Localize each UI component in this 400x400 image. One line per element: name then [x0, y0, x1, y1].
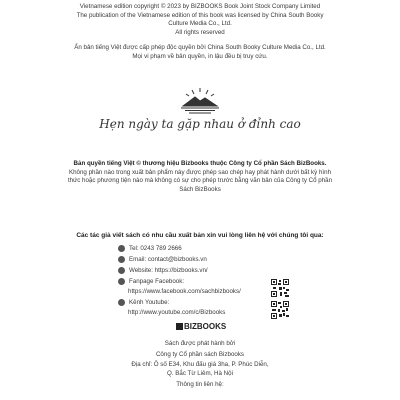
copyright-line: Culture Media Co., Ltd.	[168, 20, 232, 28]
publisher-address: Q. Bắc Từ Liêm, Hà Nội	[167, 369, 233, 377]
fanpage-url[interactable]: https://www.facebook.com/sachbizbooks/	[128, 288, 241, 295]
rights-line: Sách BizBooks	[179, 185, 221, 193]
publisher-line: Công ty Cổ phần sách Bizbooks	[155, 350, 245, 358]
publisher-line: Thông tin liên hệ:	[176, 381, 224, 389]
publisher-line: Sách được phát hành bởi	[164, 340, 236, 347]
phone-icon	[118, 245, 125, 252]
globe-icon	[118, 267, 125, 274]
contact-email	[118, 256, 207, 263]
license-line: Mọi vi phạm về bản quyền, in lậu đều bị truy cứu.	[132, 52, 268, 60]
slogan-text: Hẹn ngày ta gặp nhau ở đỉnh cao	[99, 117, 301, 131]
contact-website	[118, 267, 208, 274]
youtube-icon	[118, 299, 125, 306]
rights-notice	[40, 160, 360, 194]
copyright-line: Vietnamese edition copyright © 2023 by BIZBOOKS Book Joint Stock Company Limited	[79, 3, 321, 10]
youtube-qr-code-icon	[271, 301, 289, 319]
website-text[interactable]: Website: https://bizbooks.vn/	[129, 267, 208, 274]
copyright-notice	[40, 3, 360, 37]
mountain-sun-icon	[177, 86, 223, 116]
email-text[interactable]: Email: contact@bizbooks.vn	[129, 256, 207, 263]
copyright-line: The publication of the Vietnamese edition of this book was licensed by China South Booky	[76, 11, 324, 19]
fanpage-label: Fanpage Facebook:	[129, 278, 185, 285]
publisher-info	[40, 340, 360, 392]
rights-line: thức hoặc phương tiện nào mà không có sự cho phép trước bằng văn bản của Công ty Cổ phần	[67, 177, 333, 185]
facebook-qr-code-icon	[271, 279, 289, 297]
contact-youtube	[118, 299, 169, 306]
youtube-label: Kênh Youtube:	[129, 299, 170, 306]
facebook-icon	[118, 278, 125, 285]
tel-text: Tel: 0243 789 2666	[129, 245, 182, 252]
copyright-line: All rights reserved	[175, 28, 225, 36]
license-notice	[40, 44, 360, 61]
youtube-url[interactable]: http://www.youtube.com/c/Bizbooks	[128, 309, 226, 316]
contact-fanpage	[118, 278, 184, 285]
contact-title: Các tác giả viết sách có nhu cầu xuất bản xin vui lòng liên hệ với chúng tôi qua:	[76, 232, 324, 239]
rights-title: Bản quyền tiếng Việt © thương hiệu Bizbooks thuộc Công ty Cổ phần Sách BizBooks.	[73, 160, 327, 167]
contact-tel	[118, 245, 182, 252]
publisher-address: Địa chỉ: Ô số E34, Khu đấu giá 3ha, P. Phúc Diễn,	[131, 361, 269, 369]
email-icon	[118, 256, 125, 263]
bizbooks-logo	[176, 322, 226, 331]
license-line: Ấn bản tiếng Việt được cấp phép độc quyền bởi China South Booky Culture Media Co., Ltd.	[74, 44, 326, 51]
rights-line: Không phần nào trong xuất bản phẩm này được phép sao chép hay phát hành dưới bất kỳ hình	[68, 168, 332, 176]
brand-text: BIZBOOKS	[184, 322, 227, 331]
bizbooks-logo-mark-icon	[176, 323, 183, 330]
